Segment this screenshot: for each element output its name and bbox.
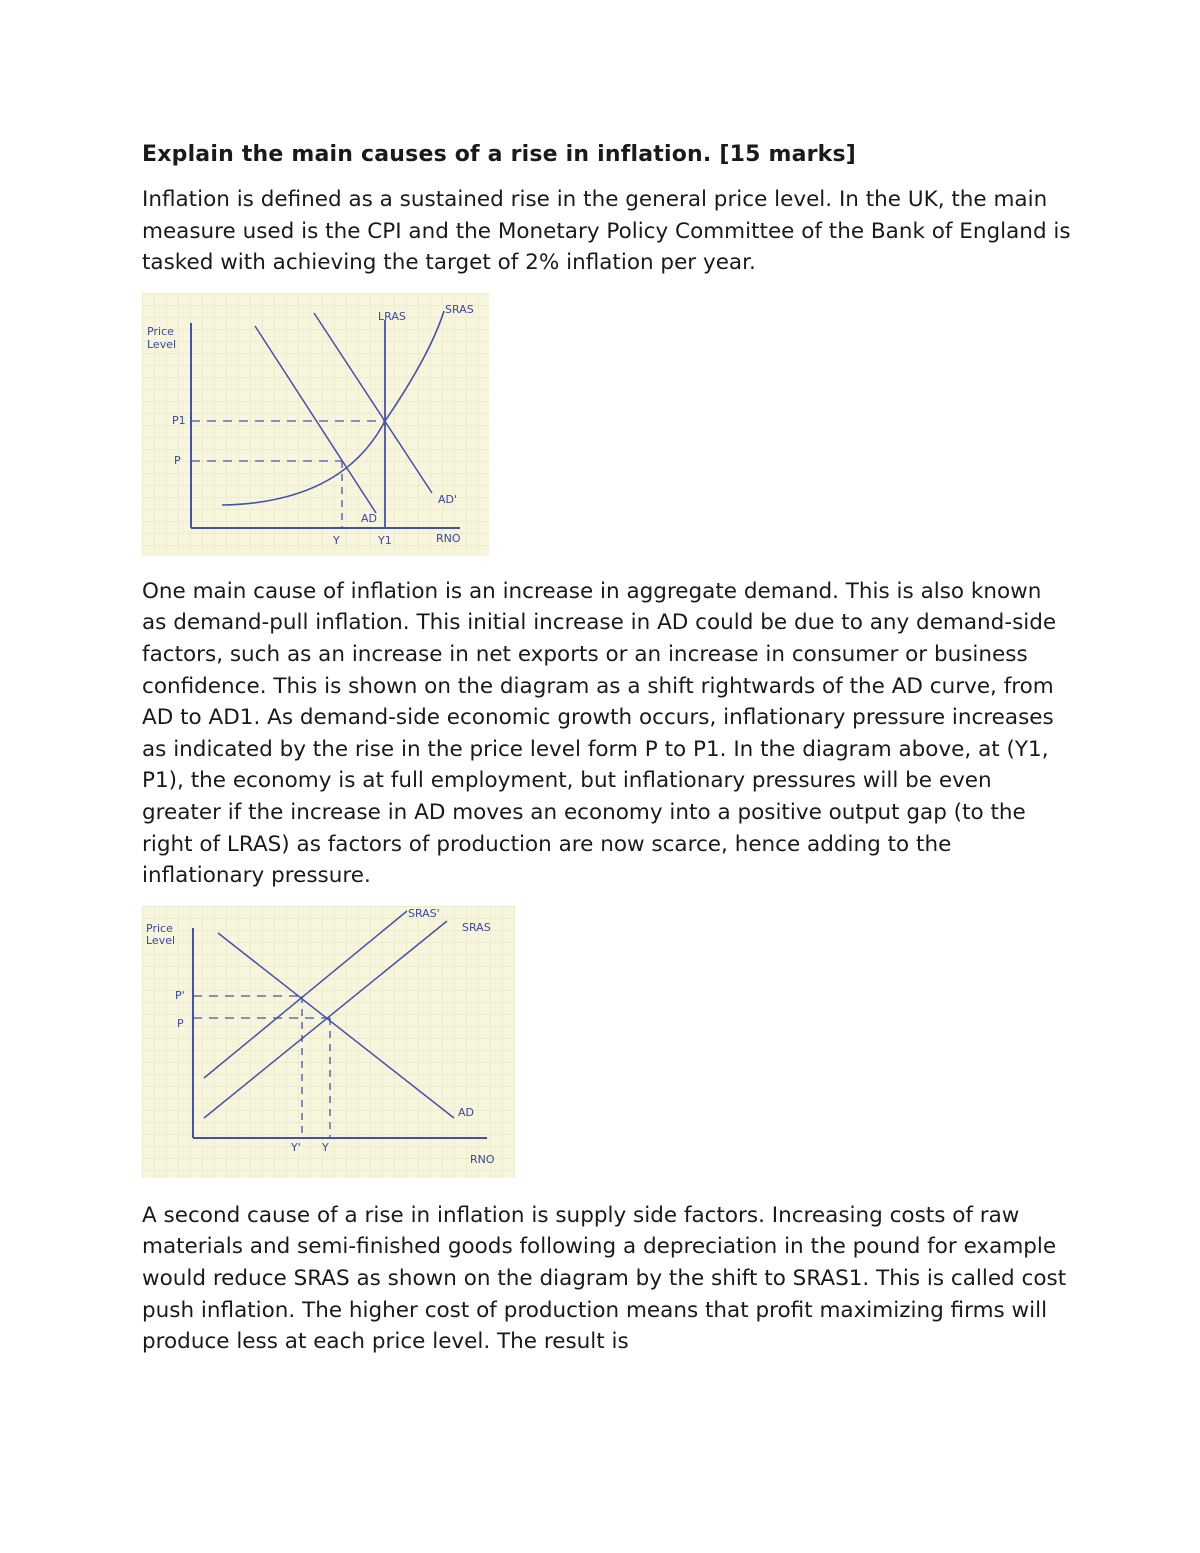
diagram-grid	[142, 293, 489, 556]
y-label: Y	[322, 1140, 329, 1154]
p-label: P	[177, 1016, 184, 1030]
y-label: Y	[333, 533, 340, 547]
y-axis-label-level: Level	[146, 933, 176, 947]
y-axis-label-price: Price	[147, 324, 174, 338]
y-axis-label-level: Level	[147, 337, 177, 351]
cost-push-diagram	[142, 906, 515, 1178]
x-axis-label: RNO	[436, 531, 461, 545]
p1-label: P'	[175, 988, 185, 1002]
x-axis-label: RNO	[470, 1152, 495, 1166]
ad-label: AD	[361, 511, 377, 525]
ad-label: AD	[458, 1105, 474, 1119]
ad1-label: AD'	[438, 492, 458, 506]
sras-label: SRAS	[462, 920, 491, 934]
intro-paragraph: Inflation is defined as a sustained rise in the general price level. In the UK, the main measure used is the CPI and the Monetary Policy Committee of the Bank of England is tasked with achieving the target of 2% inflation per year.	[142, 187, 1071, 276]
p1-label: P1	[172, 413, 186, 427]
essay-question-title: Explain the main causes of a rise in inflation. [15 marks]	[142, 142, 857, 167]
sras-label: SRAS	[445, 302, 474, 316]
y1-label: Y'	[291, 1140, 301, 1154]
p-label: P	[174, 453, 181, 467]
sras1-label: SRAS'	[408, 906, 440, 920]
y1-label: Y1	[378, 533, 392, 547]
lras-label: LRAS	[378, 309, 406, 323]
document-page	[142, 138, 1072, 1358]
demand-pull-paragraph: One main cause of inflation is an increase in aggregate demand. This is also known as demand-pull inflation. This initial increase in AD could be due to any demand-side factors, such as an increase in net exports or an increase in consumer or business confidence. This is shown on the diagram as a shift rightwards of the AD curve, from AD to AD1. As demand-side economic growth occurs, inflationary pressure increases as indicated by the rise in the price level form P to P1. In the diagram above, at (Y1, P1), the economy is at full employment, but inflationary pressures will be even greater if the increase in AD moves an economy into a positive output gap (to the right of LRAS) as factors of production are now scarce, hence adding to the inflationary pressure.	[142, 578, 1057, 889]
cost-push-paragraph: A second cause of a rise in inflation is supply side factors. Increasing costs of raw materials and semi-finished goods following a depreciation in the pound for example would reduce SRAS as shown on the diagram by the shift to SRAS1. This is called cost push inflation. The higher cost of production means that profit maximizing firms will produce less at each price level. The result is	[142, 1202, 1067, 1355]
demand-pull-diagram	[142, 293, 489, 556]
y-axis-label-price: Price	[146, 921, 173, 935]
